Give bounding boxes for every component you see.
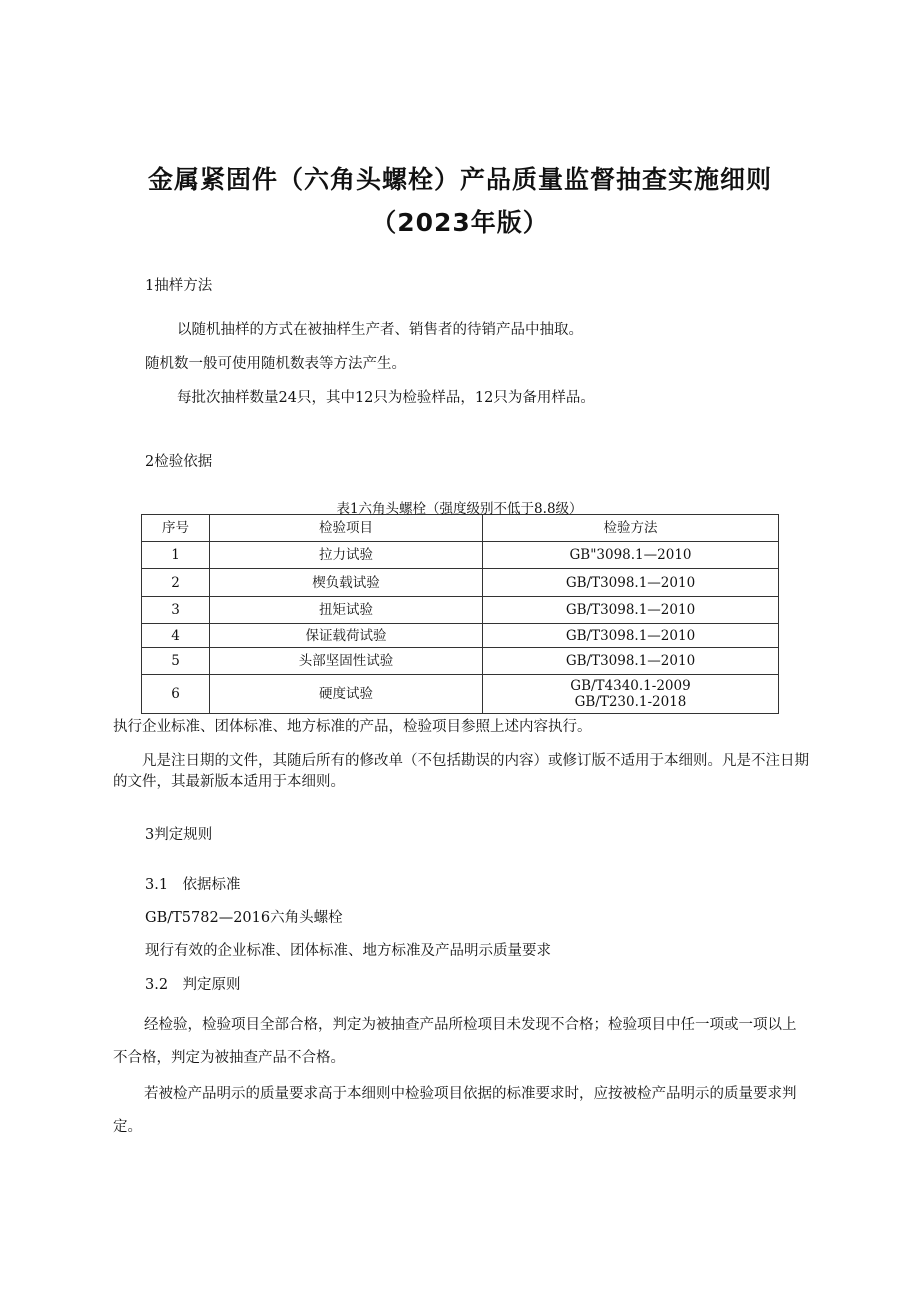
section-3-heading: 3判定规则 [145, 827, 213, 843]
section-3-1-paragraph-2: 现行有效的企业标准、团体标准、地方标准及产品明示质量要求 [145, 943, 551, 959]
table-caption: 表1六角头螺栓（强度级别不低于8.8级） [336, 501, 583, 517]
table-cell-no: 2 [142, 569, 210, 597]
table-cell-no: 4 [142, 624, 210, 648]
document-subtitle-year: （2023年版） [371, 208, 549, 237]
table-header-cell: 检验项目 [210, 515, 483, 542]
table-row [142, 648, 779, 675]
section-2-paragraph-2: 凡是注日期的文件，其随后所有的修改单（不包括勘误的内容）或修订版不适用于本细则。凡是不注日期的文件，其最新版本适用于本细则。 [113, 753, 809, 790]
table-cell-method: GB"3098.1—2010 [483, 542, 779, 569]
table-cell-item: 保证载荷试验 [210, 624, 483, 648]
section-2-paragraph-1: 执行企业标准、团体标准、地方标准的产品，检验项目参照上述内容执行。 [113, 719, 592, 735]
table-row [142, 542, 779, 569]
table-cell-item: 头部坚固性试验 [210, 648, 483, 675]
section-3-2-paragraph-2: 若被检产品明示的质量要求高于本细则中检验项目依据的标准要求时，应按被检产品明示的质量要求判定。 [113, 1086, 797, 1135]
table-cell-item: 楔负载试验 [210, 569, 483, 597]
table-cell-method: GB/T3098.1—2010 [483, 597, 779, 624]
table-row [142, 624, 779, 648]
table-cell-method: GB/T3098.1—2010 [483, 569, 779, 597]
table-row [142, 675, 779, 714]
section-3-1-paragraph-1: GB/T5782—2016六角头螺栓 [145, 910, 343, 926]
table-cell-method: GB/T3098.1—2010 [483, 624, 779, 648]
table-cell-item: 拉力试验 [210, 542, 483, 569]
table-cell-no: 3 [142, 597, 210, 624]
table-cell-no: 1 [142, 542, 210, 569]
table-row [142, 569, 779, 597]
section-3-2-heading: 3.2 判定原则 [145, 977, 241, 993]
table-cell-item: 硬度试验 [210, 675, 483, 714]
section-1-paragraph-1: 以随机抽样的方式在被抽样生产者、销售者的待销产品中抽取。 [177, 322, 583, 338]
section-3-2-paragraph-1: 经检验，检验项目全部合格，判定为被抽查产品所检项目未发现不合格；检验项目中任一项或一项以上不合格，判定为被抽查产品不合格。 [113, 1017, 797, 1066]
section-1-paragraph-2: 随机数一般可使用随机数表等方法产生。 [145, 356, 406, 372]
section-3-1-heading: 3.1 依据标准 [145, 877, 241, 893]
table-cell-no: 6 [142, 675, 210, 714]
table-cell-method-line-2: GB/T230.1-2018 [574, 694, 687, 710]
table-cell-no: 5 [142, 648, 210, 675]
document-title: 金属紧固件（六角头螺栓）产品质量监督抽查实施细则 [147, 165, 772, 194]
section-2-heading: 2检验依据 [145, 454, 213, 470]
table-cell-method: GB/T3098.1—2010 [483, 648, 779, 675]
table-header-row [142, 515, 779, 542]
section-1-heading: 1抽样方法 [145, 278, 213, 294]
table-header-cell: 检验方法 [483, 515, 779, 542]
inspection-table [141, 514, 779, 714]
table-cell-method-line-1: GB/T4340.1-2009 [570, 678, 691, 694]
section-1-paragraph-3: 每批次抽样数量24只，其中12只为检验样品，12只为备用样品。 [177, 390, 595, 406]
table-cell-method [483, 675, 779, 714]
table-cell-item: 扭矩试验 [210, 597, 483, 624]
table-row [142, 597, 779, 624]
table-header-cell: 序号 [142, 515, 210, 542]
